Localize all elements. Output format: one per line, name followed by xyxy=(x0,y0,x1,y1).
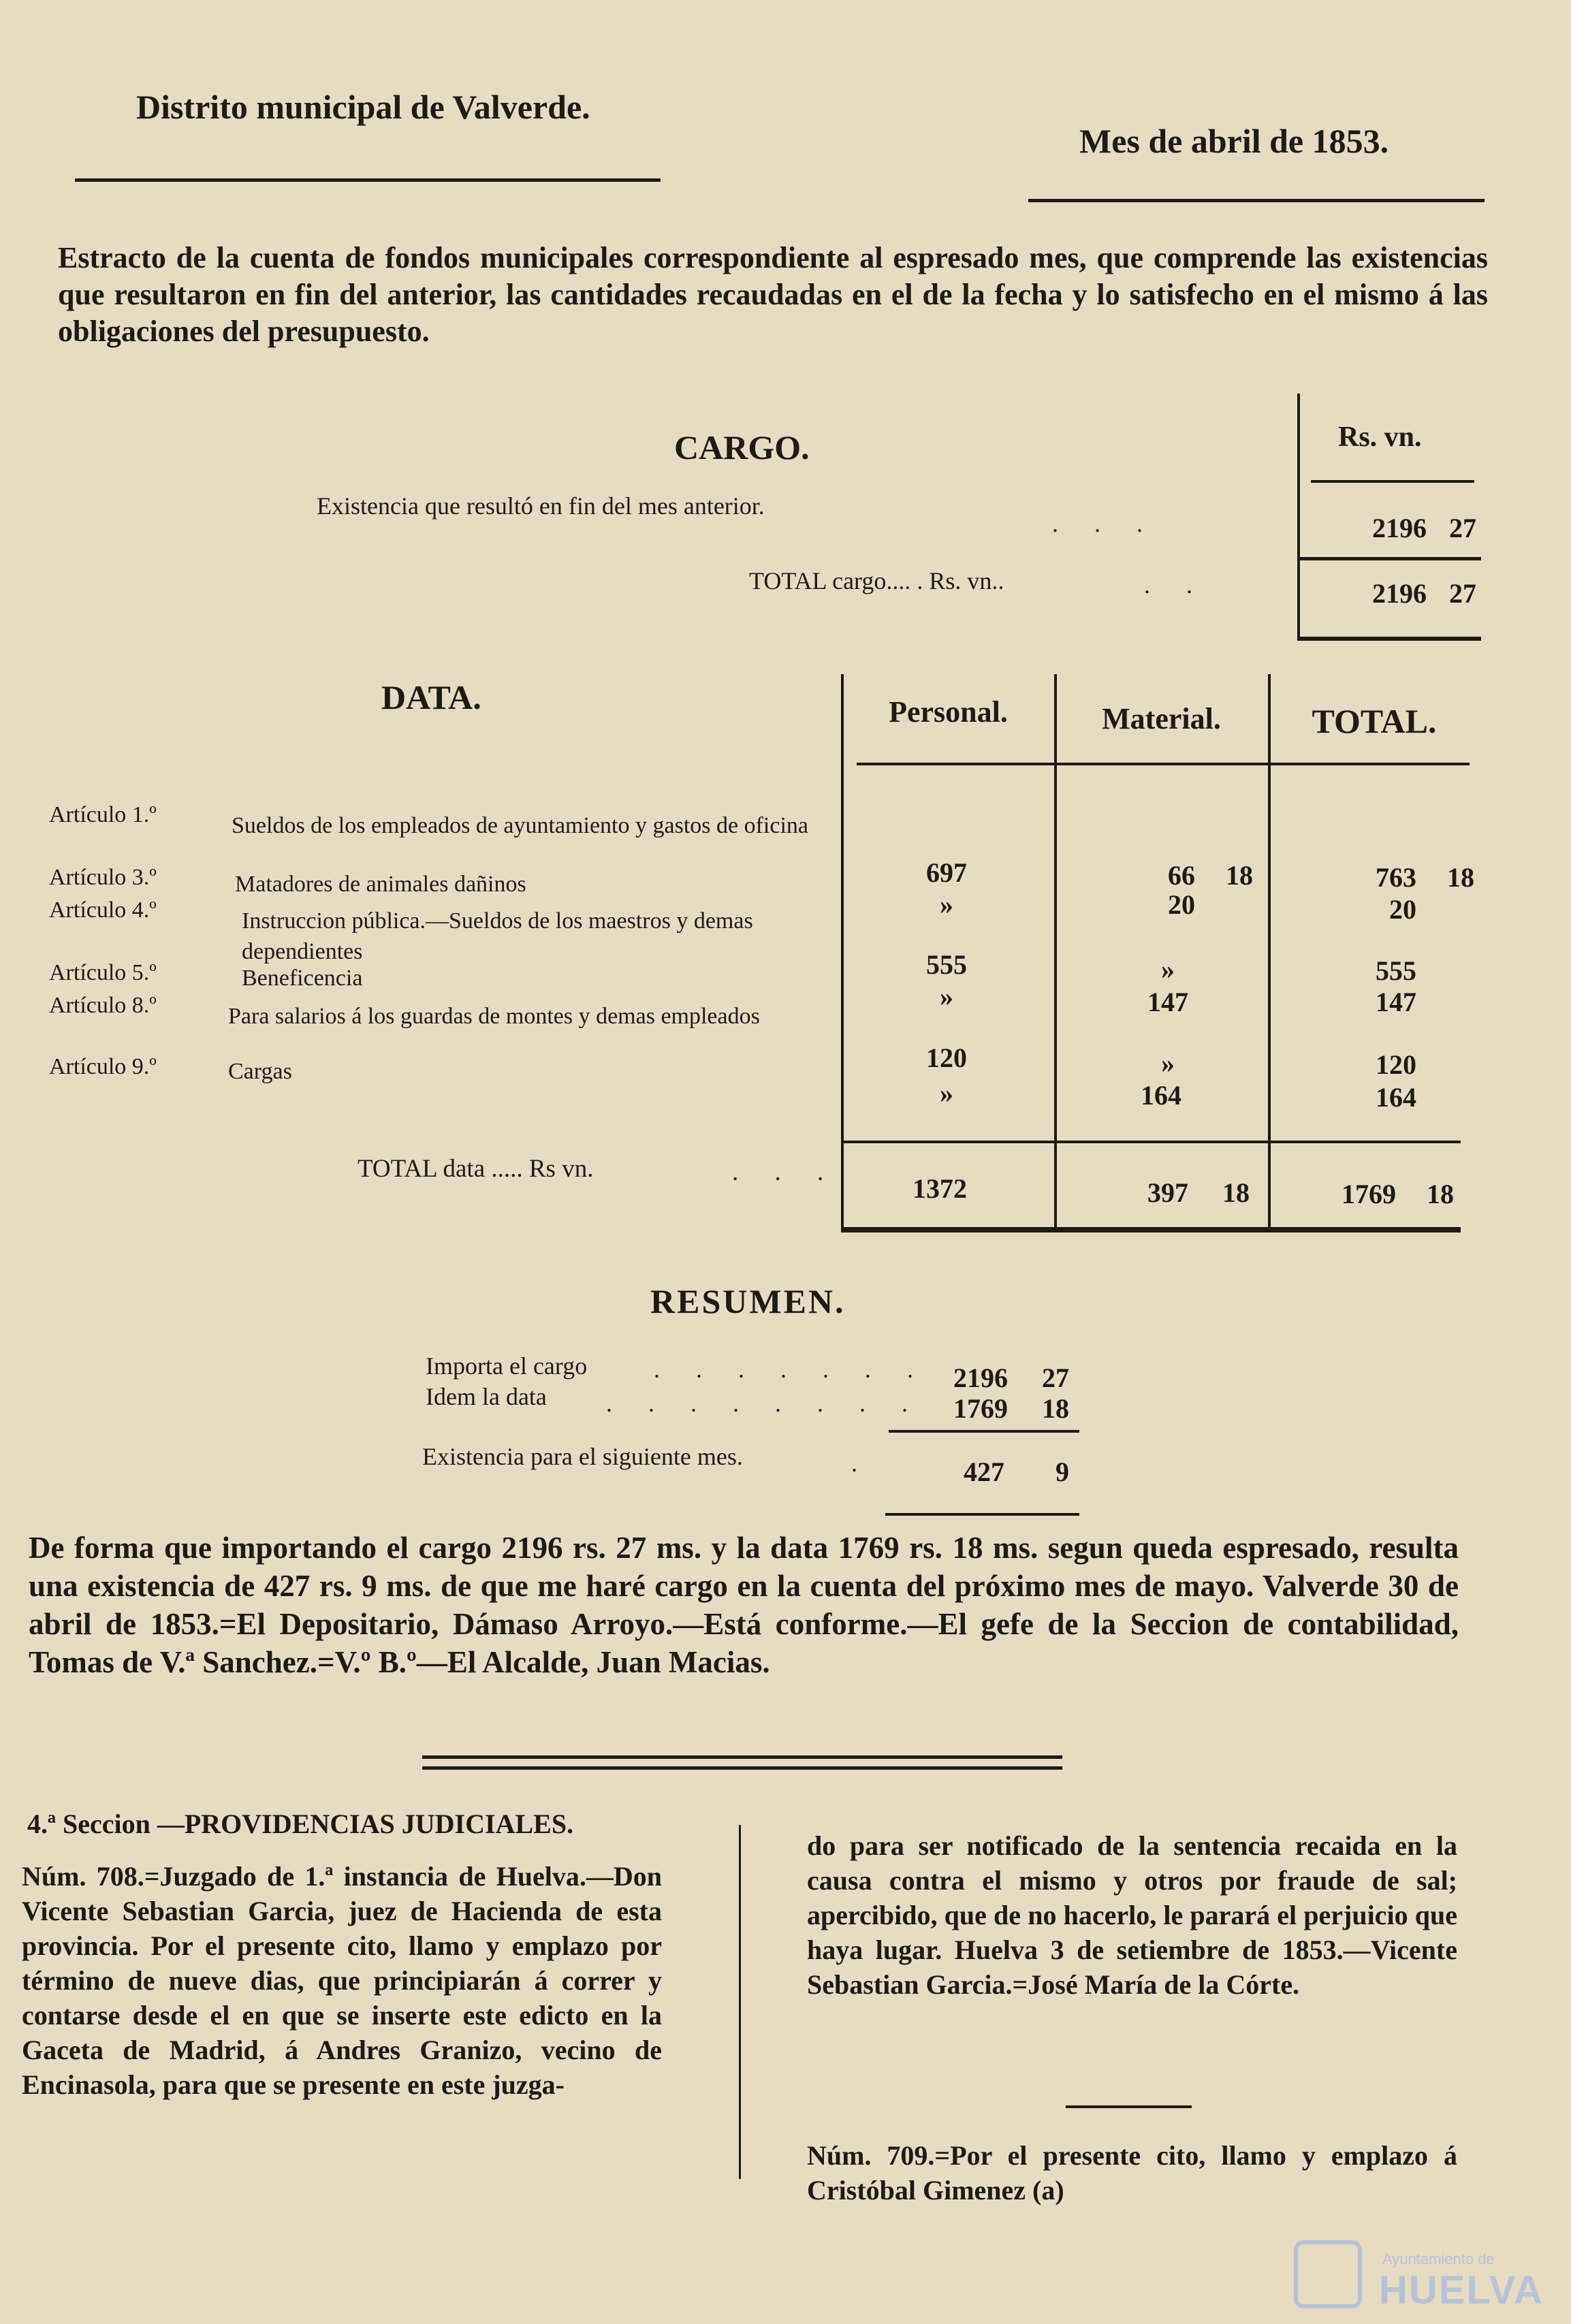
section4-column-rule xyxy=(739,1825,741,2179)
resumen-existencia-rs: 427 xyxy=(964,1457,1004,1487)
resumen-existencia-leader: . xyxy=(851,1450,872,1477)
cargo-row-rs: 2196 xyxy=(1372,513,1427,543)
month-title: Mes de abril de 1853. xyxy=(1079,122,1389,160)
data-rule-mid2 xyxy=(1268,674,1271,1232)
concept-text: Para salarios á los guardas de montes y demas empleados xyxy=(228,1004,760,1029)
personal-value: » xyxy=(940,1078,953,1109)
section4-left-column: Núm. 708.=Juzgado de 1.ª instancia de Huelva.—Don Vicente Sebastian Garcia, juez de Hacienda de esta provincia. Por el presente cito, llamo y emplazo por término de nueve dias, que principiarán á correr y contarse desde el en que se inserte este edicto en la Gaceta de Madrid, á Andres Granizo, vecino de Encinasola, para que se presente en este juzga- xyxy=(22,1861,662,2100)
cargo-row-cents: 27 xyxy=(1449,513,1476,543)
district-title: Distrito municipal de Valverde. xyxy=(136,88,590,126)
material-value: 164 xyxy=(1141,1080,1181,1111)
resumen-data-rs: 1769 xyxy=(953,1393,1008,1424)
total-value: 164 xyxy=(1376,1082,1416,1113)
article-label: Artículo 4.º xyxy=(49,897,157,923)
cargo-unit-header: Rs. vn. xyxy=(1338,421,1422,453)
watermark-small: Ayuntamiento de xyxy=(1382,2250,1495,2267)
concept-text: Instruccion pública.—Sueldos de los maestros y demas dependientes xyxy=(242,908,753,964)
cargo-total-leader: . . xyxy=(1144,571,1207,599)
concept-text: Sueldos de los empleados de ayuntamiento y gastos de oficina xyxy=(232,813,808,838)
section4-heading: 4.ª Seccion —PROVIDENCIAS JUDICIALES. xyxy=(27,1809,574,1839)
cargo-row-leader: . . . xyxy=(1052,510,1158,537)
personal-value: 697 xyxy=(926,857,967,888)
total-cents: 18 xyxy=(1447,862,1474,893)
article-label: Artículo 5.º xyxy=(49,960,157,985)
resumen-cargo-leader: . . . . . . . xyxy=(654,1356,928,1383)
data-total-material-cents: 18 xyxy=(1222,1177,1250,1208)
cargo-total-rs: 2196 xyxy=(1372,578,1427,609)
col-material-header: Material. xyxy=(1102,702,1221,735)
data-total-leader: . . . xyxy=(732,1158,839,1186)
resumen-cargo-label: Importa el cargo xyxy=(426,1352,588,1380)
concept-text: Matadores de animales dañinos xyxy=(235,872,526,897)
total-value: 555 xyxy=(1376,955,1416,986)
intro-paragraph: Estracto de la cuenta de fondos municipales correspondiente al espresado mes, que comprende las existencias que resultaron en fin del anterior, las cantidades recaudadas en el de la fecha y lo satisfecho en el mismo á las obligaciones del presupuesto. xyxy=(58,241,1488,348)
concept-text: Cargas xyxy=(228,1059,292,1084)
section-divider-bottom xyxy=(422,1766,1062,1770)
data-rule-left xyxy=(841,674,844,1232)
personal-value: » xyxy=(940,981,953,1012)
resumen-bottom-rule xyxy=(885,1513,1079,1516)
cargo-bottom-rule xyxy=(1297,637,1481,641)
total-value: 147 xyxy=(1376,987,1416,1017)
resumen-existencia-label: Existencia para el siguiente mes. xyxy=(422,1443,743,1470)
material-value: 147 xyxy=(1147,987,1188,1017)
watermark-big: HUELVA xyxy=(1379,2268,1544,2312)
data-sum-rule xyxy=(841,1141,1461,1143)
total-value: 763 xyxy=(1376,862,1416,893)
data-title: DATA. xyxy=(381,678,481,716)
col-total-header: TOTAL. xyxy=(1312,702,1437,740)
col-personal-header: Personal. xyxy=(889,695,1008,729)
resumen-cargo-cents: 27 xyxy=(1042,1363,1069,1393)
total-value: 20 xyxy=(1389,894,1416,925)
cargo-total-cents: 27 xyxy=(1449,578,1476,609)
resumen-title: RESUMEN. xyxy=(650,1282,846,1320)
resumen-data-label: Idem la data xyxy=(426,1383,547,1410)
data-rule-mid1 xyxy=(1054,674,1057,1232)
cargo-header-rule xyxy=(1311,480,1474,483)
material-value: » xyxy=(1161,1048,1175,1079)
data-total-personal: 1372 xyxy=(913,1173,967,1204)
personal-value: 120 xyxy=(926,1042,967,1073)
data-total-total-cents: 18 xyxy=(1427,1179,1454,1209)
resumen-cargo-rs: 2196 xyxy=(953,1363,1008,1393)
header-rule-left xyxy=(75,178,661,182)
closing-paragraph: De forma que importando el cargo 2196 rs. 27 ms. y la data 1769 rs. 18 ms. segun queda espresado, resulta una existencia de 427 rs. 9 ms. de que me haré cargo en la cuenta del próximo mes de mayo. Valverde 30 de abril de 1853.=El Depositario, Dámaso Arroyo.—Está conforme.—El gefe de la Seccion de contabilidad, Tomas de V.ª Sanchez.=V.º B.º—El Alcalde, Juan Macias. xyxy=(29,1531,1459,1679)
data-total-label: TOTAL data ..... Rs vn. xyxy=(358,1155,594,1183)
material-value: 20 xyxy=(1168,889,1195,920)
data-total-material: 397 xyxy=(1147,1177,1188,1208)
article-label: Artículo 8.º xyxy=(49,993,157,1018)
resumen-sum-rule xyxy=(889,1430,1079,1433)
personal-value: » xyxy=(940,889,953,920)
section4-right-separator xyxy=(1066,2105,1192,2108)
cargo-title: CARGO. xyxy=(674,428,810,466)
resumen-existencia-cents: 9 xyxy=(1056,1457,1069,1487)
article-label: Artículo 3.º xyxy=(49,865,157,890)
resumen-data-leader: . . . . . . . . xyxy=(606,1390,923,1417)
total-value: 120 xyxy=(1376,1049,1416,1080)
concept-text: Beneficencia xyxy=(242,966,363,991)
cargo-sum-rule xyxy=(1297,557,1481,560)
data-header-rule xyxy=(857,763,1470,765)
data-bottom-rule xyxy=(841,1227,1461,1232)
section4-right-column-2: Núm. 709.=Por el presente cito, llamo y emplazo á Cristóbal Gimenez (a) xyxy=(807,2140,1457,2206)
article-label: Artículo 1.º xyxy=(49,802,157,827)
cargo-column-rule xyxy=(1297,394,1300,639)
material-cents: 18 xyxy=(1226,860,1253,891)
data-total-total: 1769 xyxy=(1342,1179,1396,1209)
section4-right-column: do para ser notificado de la sentencia recaida en la causa contra el mismo y otros por fraude de sal; apercibido, que de no hacerlo, le parará el perjuicio que haya lugar. Huelva 3 de setiembre de 1853.—Vicente Sebastian Garcia.=José María de la Córte. xyxy=(807,1830,1457,2000)
article-label: Artículo 9.º xyxy=(49,1054,157,1079)
cargo-total-label: TOTAL cargo.... . Rs. vn.. xyxy=(749,567,1004,594)
cargo-row-label: Existencia que resultó en fin del mes anterior. xyxy=(317,492,765,520)
watermark-crest-icon xyxy=(1294,2240,1362,2308)
section-divider-top xyxy=(422,1755,1062,1759)
material-value: » xyxy=(1161,954,1175,985)
personal-value: 555 xyxy=(926,949,967,980)
resumen-data-cents: 18 xyxy=(1042,1393,1069,1424)
header-rule-right xyxy=(1028,199,1485,202)
material-value: 66 xyxy=(1168,860,1195,891)
